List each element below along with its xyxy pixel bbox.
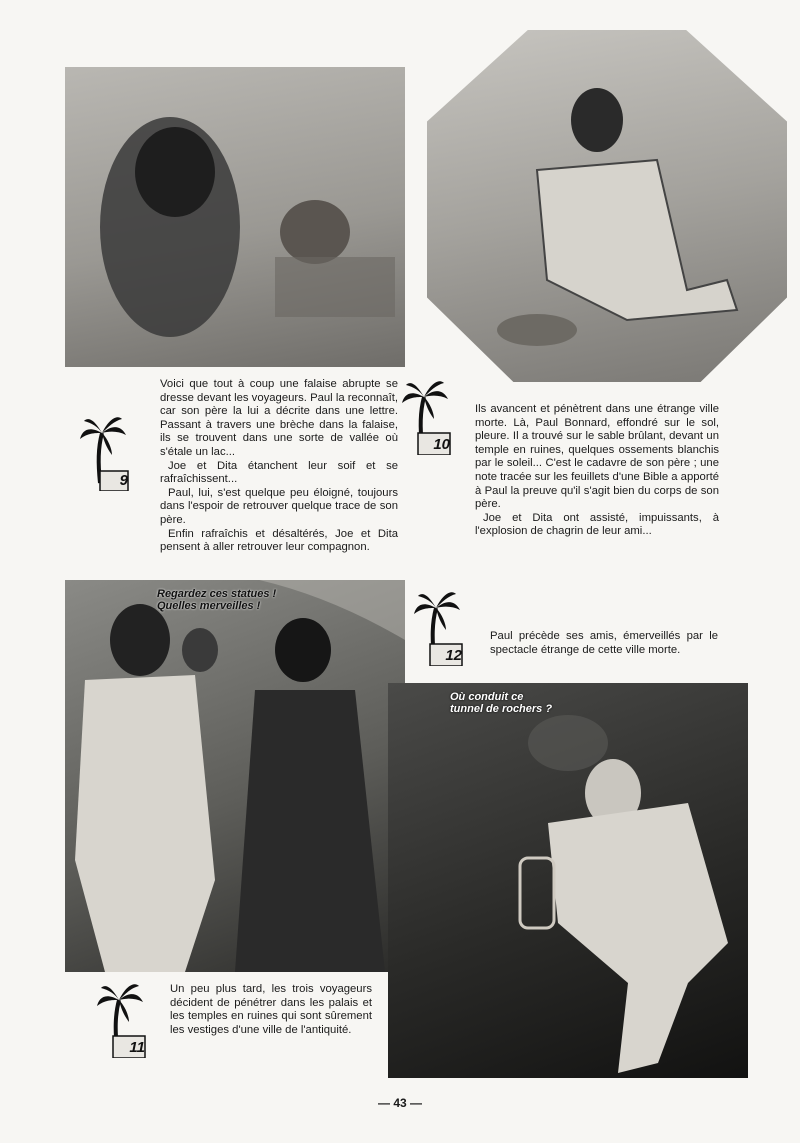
panel-number-marker-9 [78, 413, 130, 491]
photo-panel-11 [65, 580, 405, 972]
caption-paragraph: Paul, lui, s'est quelque peu éloigné, toujours dans l'espoir de retrouver quelque trace de son père. [160, 486, 398, 526]
caption-paragraph: Enfin rafraîchis et désaltérés, Joe et Dita pensent à aller retrouver leur compagnon. [160, 527, 398, 554]
speech-balloon: Regardez ces statues ! Quelles merveilles ! [157, 588, 277, 612]
speech-balloon: Où conduit ce tunnel de rochers ? [450, 691, 553, 715]
photo-panel-10 [427, 30, 787, 382]
panel-number-marker-10 [400, 377, 452, 455]
caption-panel-10 [475, 403, 719, 539]
caption-paragraph: Ils avancent et pénètrent dans une étrange ville morte. Là, Paul Bonnard, effondré sur le sol, pleure. Il a trouvé sur le sable brûlant, devant un temple en ruines, quelques ossements blanchis par le soleil... C'est le cadavre de son père ; une note tracée sur les feuillets d'une Bible a apporté à Paul la preuve qu'il s'agit bien du corps de son père. [475, 403, 719, 511]
caption-panel-9 [160, 378, 398, 555]
panel-number: 10 [433, 436, 450, 453]
caption-panel-12 [490, 630, 718, 657]
photo-panel-12 [388, 683, 748, 1078]
panel-number: 11 [129, 1039, 145, 1056]
caption-paragraph: Voici que tout à coup une falaise abrupte se dresse devant les voyageurs. Paul la reconnaît, car son père la lui a décrite dans une lettre. Passant à travers une brèche dans la falaise, ils se trouvent dans une sorte de vallée où s'étale un lac... [160, 378, 399, 458]
caption-paragraph: Joe et Dita étanchent leur soif et se rafraîchissent... [160, 459, 398, 486]
photo-9-figures [65, 67, 405, 367]
caption-paragraph: Un peu plus tard, les trois voyageurs décident de pénétrer dans les palais et les temples en ruines qui sont sûrement les vestiges d'une ville de l'antiquité. [170, 983, 372, 1036]
caption-panel-11 [170, 983, 372, 1037]
photo-10-figure [427, 30, 787, 382]
caption-paragraph: Paul précède ses amis, émerveillés par le spectacle étrange de cette ville morte. [490, 630, 718, 656]
panel-number: 12 [445, 647, 462, 664]
photo-11-figures [65, 580, 405, 972]
panel-number-marker-11 [95, 980, 147, 1058]
panel-number: 9 [119, 472, 128, 489]
caption-paragraph: Joe et Dita ont assisté, impuissants, à l'explosion de chagrin de leur ami... [475, 511, 719, 538]
photo-12-figure [388, 683, 748, 1078]
panel-number-marker-12 [412, 588, 464, 666]
page-number: — 43 — [377, 1096, 422, 1110]
photo-panel-9 [65, 67, 405, 367]
